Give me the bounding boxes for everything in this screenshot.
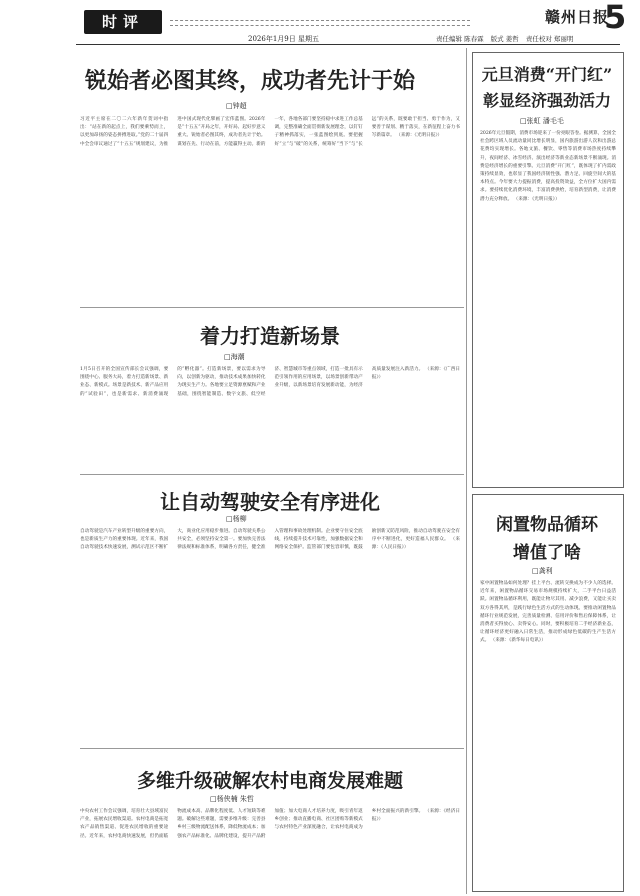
issue-date: 2026年1月9日 星期五	[248, 35, 319, 43]
article-5-headline: 闲置物品循环	[496, 515, 598, 535]
article-1-body	[80, 116, 460, 302]
editor-credit: 责任编辑 陈春霖	[436, 35, 484, 43]
article-5-byline: □龚利	[532, 567, 553, 575]
article-6-body	[80, 808, 460, 892]
article-2-byline: □张虹 潘毛毛	[520, 117, 564, 125]
article-3-body	[80, 366, 460, 468]
article-5-body	[480, 580, 616, 880]
header-rule	[76, 44, 620, 45]
section-divider	[80, 748, 464, 749]
page-number: 5	[604, 0, 627, 36]
article-6-source: （来源：《经济日报》）	[371, 809, 460, 823]
column-divider	[466, 48, 467, 894]
article-4-headline: 让自动驾驶安全有序进化	[160, 490, 380, 514]
article-5-source: （来源：《新华每日电讯》）	[490, 638, 546, 644]
proofreader-credit: 责任校对 郑丽明	[525, 35, 574, 43]
article-1-text: 习近平主席在二〇二六年新年贺词中指出：“站在新的起点上，我们要乘势而上，以更加昂扬的姿态拼搏进取。”党的二十届四中全会审议通过了“十五五”规划建议，为推进中国式现代化擘画了宏伟蓝图。2026年是“十五五”开局之年，开好局、起好步意义重大。锐始者必图其终，成功者先计于始。谋划在先、行动在前，方能赢得主动。新的一年，各地各部门要坚持稳中求进工作总基调，完整准确全面贯彻新发展理念，以钉钉子精神抓落实，一张蓝图绘到底。要把握好“立”与“破”的关系，统筹好“当下”与“长远”的关系，既要敢于担当、勇于作为，又要善于谋划、精于落实，在新征程上奋力书写新篇章。	[80, 117, 460, 147]
layout-credit: 版式 姜哲	[490, 35, 519, 43]
article-6-byline: □杨侠楠 朱哲	[210, 795, 254, 803]
article-5-subheadline: 增值了啥	[513, 543, 581, 563]
section-title: 时评	[101, 13, 144, 31]
editor-credits	[436, 34, 578, 43]
newspaper-logo: 赣州日报	[545, 8, 610, 26]
article-2-text: 2026年元旦假期，消费市场迎来了一份亮眼答卷。据测算，全国全社会跨区域人员流动量同比增长明显，国内旅游出游人次和出游总花费均实现增长。各地文旅、餐饮、零售等消费市场热度持续攀升，夜间经济、冰雪经济、演出经济等新业态新场景不断涌现。消费是经济增长的重要引擎。元旦消费“开门红”，既体现了扩内需政策持续显效，也彰显了我国经济韧性强、潜力足、回旋空间大的基本特点。今年要大力提振消费，提高投资效益，全方位扩大国内需求。要持续优化消费环境，丰富消费供给，培育新型消费，让消费潜力充分释放。	[480, 131, 616, 202]
article-6-headline: 多维升级破解农村电商发展难题	[136, 770, 403, 792]
article-4-source: （来源：《人民日报》）	[371, 537, 460, 551]
section-divider	[80, 307, 464, 308]
header-decoration	[170, 20, 470, 26]
article-2-body	[480, 130, 616, 480]
article-1-headline: 锐始者必图其终，成功者先计于始	[84, 68, 415, 94]
article-2-headline: 元旦消费“开门红”	[481, 65, 613, 84]
page-header	[0, 0, 640, 44]
article-3-headline: 着力打造新场景	[200, 324, 340, 348]
article-3-source: （来源：《广西日报》）	[371, 367, 460, 381]
article-4-byline: □杨柳	[226, 515, 247, 523]
section-divider	[80, 474, 464, 475]
article-2-source: （来源：《光明日报》）	[513, 196, 560, 202]
article-3-text: 1月5日召开的全国宣传部长会议强调，要围绕中心、服务大局，着力打造新场景、新业态、新模式。场景是新技术、新产品应用的“试验田”，也是新需求、新消费涌现的“孵化器”。打造新场景，要以需求为导向，以创新为驱动，推动技术成果加快转化为现实生产力。各地要立足资源禀赋和产业基础，围绕智能制造、数字文旅、低空经济、智慧城市等重点领域，打造一批具有示范引领作用的应用场景，以场景创新带动产业升级，以新场景培育发展新动能，为经济高质量发展注入新活力。	[80, 367, 424, 397]
article-3-byline: □海潮	[224, 353, 245, 361]
article-1-source: （来源：《光明日报》）	[396, 133, 443, 139]
article-5-text: 家中闲置物品如何处理？挂上平台、流转交换成为不少人的选择。近年来，闲置物品循环交易市场规模持续扩大，二手平台日益活跃。闲置物品循环利用，既能让物尽其用、减少浪费，又能让买卖双方各得其所，是践行绿色生活方式的生动体现。要推动闲置物品循环行业规范发展，完善质量检测、信用评价和售后保障体系，让消费者买得放心、卖得安心。同时，要积极培育二手经济新业态，让循环经济更好融入日常生活，推动形成绿色低碳的生产生活方式。	[480, 581, 616, 644]
article-1-byline: □钟超	[226, 102, 247, 110]
article-4-text: 自动驾驶是汽车产业转型升级的重要方向，也是新质生产力的重要体现。近年来，我国自动驾驶技术快速发展，测试示范区不断扩大，商业化应用稳步推进。自动驾驶关系公共安全，必须坚持安全第一。要加快完善法律法规和标准体系，明确各方责任，健全准入管理和事故处理机制。企业要守住安全底线，持续提升技术可靠性，加强数据安全和网络安全保护。监管部门要包容审慎，既鼓励创新又防范风险，推动自动驾驶在安全有序中不断进化，更好造福人民群众。	[80, 529, 460, 551]
article-6-text: 中央农村工作会议强调，培育壮大县域富民产业，拓展农民增收渠道。农村电商是拓宽农产品销售渠道、促进农民增收的重要途径。近年来，农村电商快速发展，但仍面临物流成本高、品牌化程度低、人才短缺等难题。破解这些难题，需要多维升级：完善县乡村三级物流配送体系，降低物流成本；加强农产品标准化、品牌化建设，提升产品附加值；加大电商人才培养力度，吸引青年返乡创业；推动直播电商、社区团购等新模式与农村特色产业深度融合，让农村电商成为乡村全面振兴的新引擎。	[80, 809, 424, 839]
article-2-subheadline: 彰显经济强劲活力	[482, 91, 611, 110]
article-4-body	[80, 528, 460, 742]
